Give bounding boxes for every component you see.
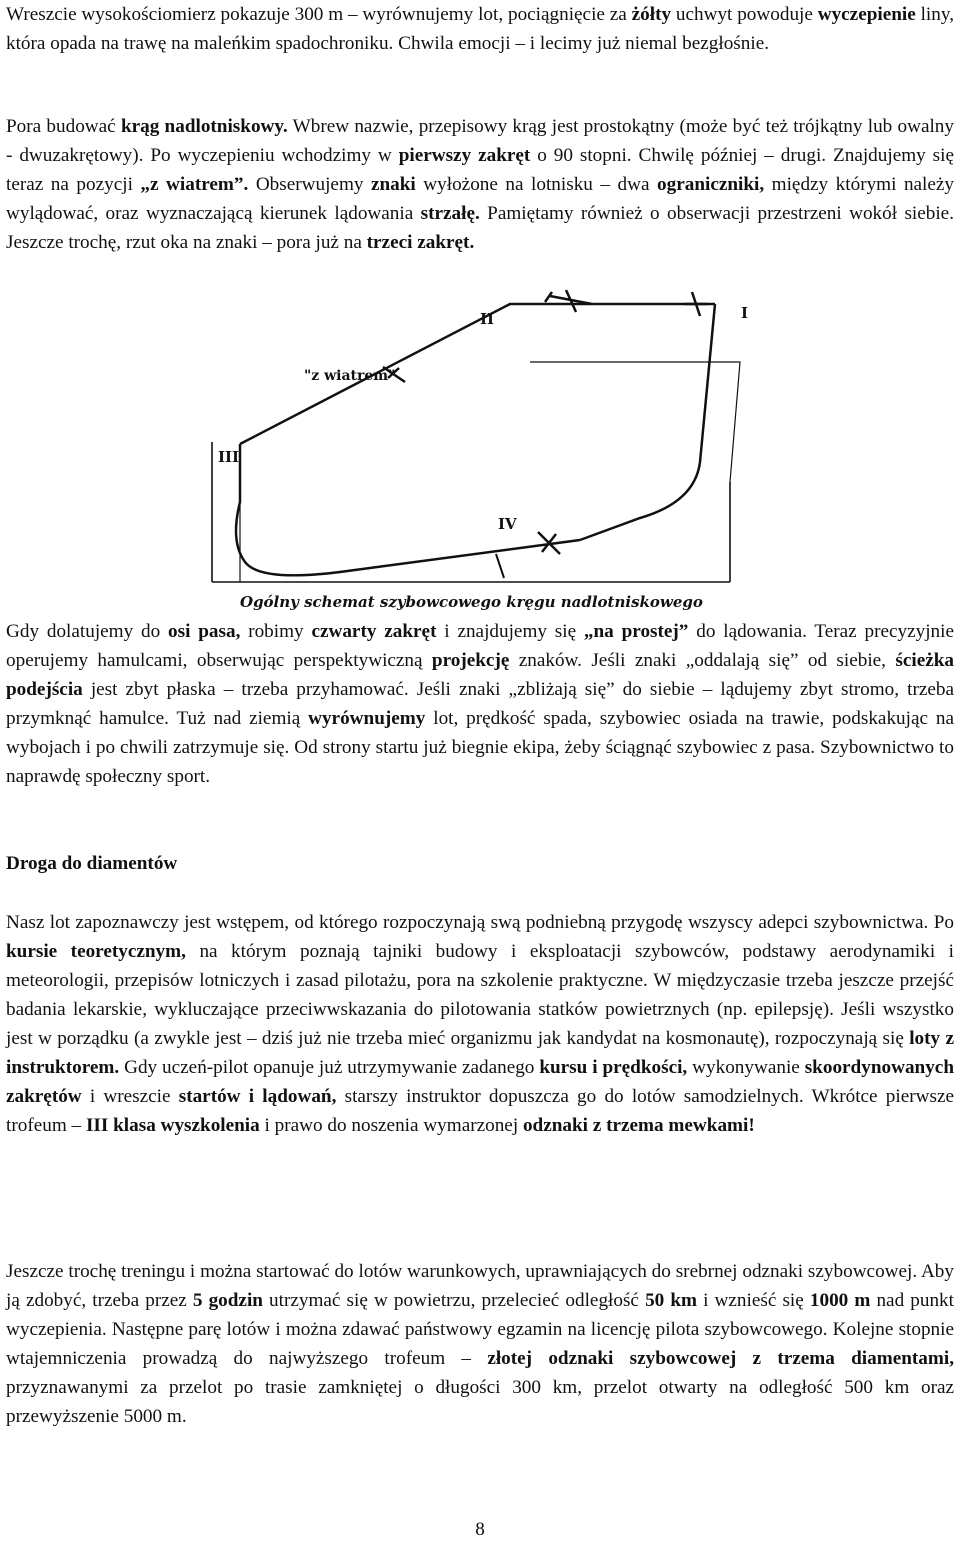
bold-text: strzałę. [420,203,480,224]
turn-four-tick [496,554,504,578]
text-run: Wbrew nazwie, przepisowy krąg jest prostokątny (może być też trójkątny lub owalny - dwuzakrętowy). Po wyczepieniu wchodzimy w [6,116,954,166]
text-run: i wreszcie [81,1086,179,1107]
text-run: jest zbyt płaska – trzeba przyhamować. Jeśli znaki „zbliżają się” do siebie – lądujemy zbyt stromo, trzeba przymknąć hamulce. Tuż nad ziemią [6,679,954,729]
text-run: Obserwujemy [248,174,371,195]
bold-text: projekcję [431,650,510,671]
bold-text: „z wiatrem”. [140,174,249,195]
bold-text: wyrównujemy [308,708,426,729]
glider-right-icon [684,292,708,316]
text-run: wykonywanie [687,1057,805,1078]
text-run: Pora budować [6,116,121,137]
text-run: Gdy dolatujemy do [6,621,169,642]
bold-text: żółty [631,4,672,25]
label-turn-4: IV [498,515,517,533]
ground-line [212,442,730,582]
bold-text: pierwszy zakręt [398,145,531,166]
bold-text: ograniczniki, [657,174,765,195]
label-turn-3: III [218,448,240,466]
bold-text: trzeci zakręt. [366,232,475,253]
text-run: starszy instruktor dopuszcza go do lotów samodzielnych. Wkrótce pierwsze trofeum – [6,1086,954,1136]
bold-text: odznaki z trzema mewkami! [522,1115,755,1136]
page-number: 8 [475,1519,485,1540]
paragraph-final-approach [6,617,954,791]
text-run: liny, która opada na trawę na maleńkim spadochroniku. Chwila emocji – i lecimy już niemal bezgłośnie. [6,4,954,54]
text-run: i prawo do noszenia wymarzonej [259,1115,523,1136]
bold-text: 50 km [645,1290,698,1311]
text-run: Nasz lot zapoznawczy jest wstępem, od którego rozpoczynają swą podniebną przygodę wszyscy adepci szybownictwa. Po [6,912,954,933]
text-run: Gdy uczeń-pilot opanuje już utrzymywanie zadanego [119,1057,540,1078]
bold-text: 1000 m [809,1290,871,1311]
bold-text: startów i lądowań, [178,1086,337,1107]
bold-text: kursie teoretycznym, [6,941,186,962]
text-run: na którym poznają tajniki budowy i eksploatacji szybowców, podstawy aerodynamiki i meteorologii, przepisów lotniczych i zasad pilotażu, pora na szkolenie praktyczne. W międzyczasie trzeba jeszcze przejść badania lekarskie, wykluczające przeciwwskazania do pilotowania statków powietrznych (np. epilepsję). Jeśli wszystko jest w porządku (a zwykle jest – dziś już nie trzeba mieć organizmu jak kandydat na kosmonautę), rozpoczynają się [6,941,955,1049]
paragraph-release [6,0,954,58]
circuit-diagram [200,282,760,612]
text-run: przyznawanymi za przelot po trasie zamkniętej o długości 300 km, przelot otwarty na odległość 500 km oraz przewyższenie 5000 m. [6,1377,954,1427]
text-run: Wreszcie wysokościomierz pokazuje 300 m – wyrównujemy lot, pociągnięcie za [6,4,632,25]
bold-text: znaki [370,174,416,195]
bold-text: osi pasa, [168,621,241,642]
text-run: Jeszcze trochę treningu i można startować do lotów warunkowych, uprawniających do srebrnej odznaki szybowcowej. Aby ją zdobyć, trzeba przez [6,1261,954,1311]
bold-text: „na prostej” [583,621,689,642]
text-run: nad punkt wyczepienia. Następne parę lotów i można zdawać państwowy egzamin na licencję pilota szybowcowego. Kolejne stopnie wtajemniczenia prowadzą do najwyższego trofeum – [6,1290,954,1369]
text-run: utrzymać się w powietrzu, przelecieć odległość [262,1290,646,1311]
paragraph-badges [6,1257,954,1431]
circuit-right-leg [580,304,715,540]
text-run: i znajdujemy się [436,621,584,642]
glider-top-icon [545,290,592,312]
section-heading: Droga do diamentów [6,853,178,874]
label-turn-2: II [480,310,495,328]
bold-text: wyczepienie [817,4,916,25]
bold-text: 5 godzin [192,1290,263,1311]
figure-caption: Ogólny schemat szybowcowego kręgu nadlotniskowego [240,593,703,611]
bold-text: kursu i prędkości, [539,1057,688,1078]
bold-text: czwarty zakręt [311,621,437,642]
bold-text: loty z instruktorem. [6,1028,954,1078]
bold-text: ścieżka podejścia [6,650,954,700]
text-run: o 90 stopni. Chwilę później – drugi. Znajdujemy się teraz na pozycji [6,145,954,195]
paragraph-training [6,908,954,1140]
bold-text: złotej odznaki szybowcowej z trzema diamentami, [487,1348,954,1369]
text-run: robimy [240,621,312,642]
text-run: lot, prędkość spada, szybowiec osiada na trawie, podskakując na wybojach i po chwili zatrzymuje się. Od strony startu już biegnie ekipa, żeby ściągnąć szybowiec z pasa. Szybownictwo to naprawdę społeczny sport. [6,708,954,787]
paragraph-circuit [6,112,954,257]
label-downwind: "z wiatrem" [304,368,396,384]
circuit-bottom-edge [236,444,580,575]
text-run: wyłożone na lotnisku – dwa [415,174,658,195]
text-run: do lądowania. Teraz precyzyjnie operujemy hamulcami, obserwując perspektywiczną [6,621,954,671]
bold-text: krąg nadlotniskowy. [120,116,288,137]
bold-text: skoordynowanych zakrętów [6,1057,954,1107]
text-run: uchwyt powoduje [671,4,818,25]
bold-text: III klasa wyszkolenia [85,1115,260,1136]
text-run: znaków. Jeśli znaki „oddalają się” od siebie, [509,650,896,671]
text-run: i wznieść się [697,1290,810,1311]
label-turn-1: I [741,304,749,322]
text-run: między którymi należy wylądować, oraz wyznaczającą kierunek lądowania [6,174,955,224]
text-run: Pamiętamy również o obserwacji przestrzeni wokół siebie. Jeszcze trochę, rzut oka na znaki – pora już na [6,203,955,253]
